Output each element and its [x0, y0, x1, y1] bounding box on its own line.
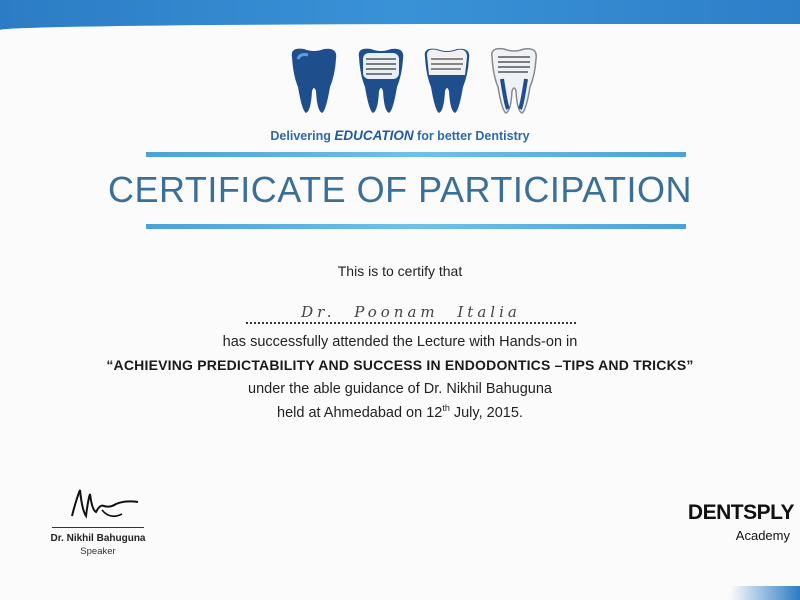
- date-ordinal-suffix: th: [442, 403, 450, 413]
- venue-date-suffix: July, 2015.: [449, 404, 523, 421]
- speaker-role: Speaker: [80, 546, 116, 557]
- recipient-name: Dr. Poonam Italia: [301, 303, 521, 321]
- brand-subtitle: Academy: [735, 528, 790, 543]
- signature-line: [52, 527, 144, 528]
- title-rule-top: [146, 152, 686, 157]
- speaker-signature: [66, 480, 146, 524]
- brand-logo-text: DENTSPLY: [687, 501, 794, 524]
- certify-intro: This is to certify that: [337, 263, 463, 279]
- certificate-title: CERTIFICATE OF PARTICIPATION: [107, 169, 693, 210]
- venue-date-line: [0, 403, 800, 421]
- course-title: “ACHIEVING PREDICTABILITY AND SUCCESS IN ENDODONTICS –TIPS AND TRICKS”: [106, 357, 694, 373]
- tagline-prefix: Delivering: [270, 129, 335, 143]
- speaker-name: Dr. Nikhil Bahuguna: [50, 533, 146, 544]
- tooth-logo-group: [286, 45, 542, 125]
- tagline-suffix: for better Dentistry: [413, 129, 530, 143]
- tagline-emphasis: EDUCATION: [334, 128, 414, 143]
- tooth-wordcloud-icon: [353, 45, 409, 117]
- attendance-line: has successfully attended the Lecture with Hands-on in: [222, 334, 578, 350]
- tagline: [0, 128, 800, 143]
- recipient-dotted-line: [246, 322, 576, 324]
- top-decorative-band: [0, 0, 800, 30]
- recipient-name-wrap: [246, 303, 576, 322]
- tooth-icon: [286, 45, 342, 117]
- venue-date-prefix: held at Ahmedabad on 12: [277, 404, 443, 421]
- guidance-line: under the able guidance of Dr. Nikhil Bahuguna: [248, 381, 552, 397]
- tooth-outline-icon: [486, 45, 542, 117]
- corner-accent: [730, 586, 800, 600]
- title-rule-bottom: [146, 224, 686, 229]
- tooth-crown-icon: [419, 45, 475, 117]
